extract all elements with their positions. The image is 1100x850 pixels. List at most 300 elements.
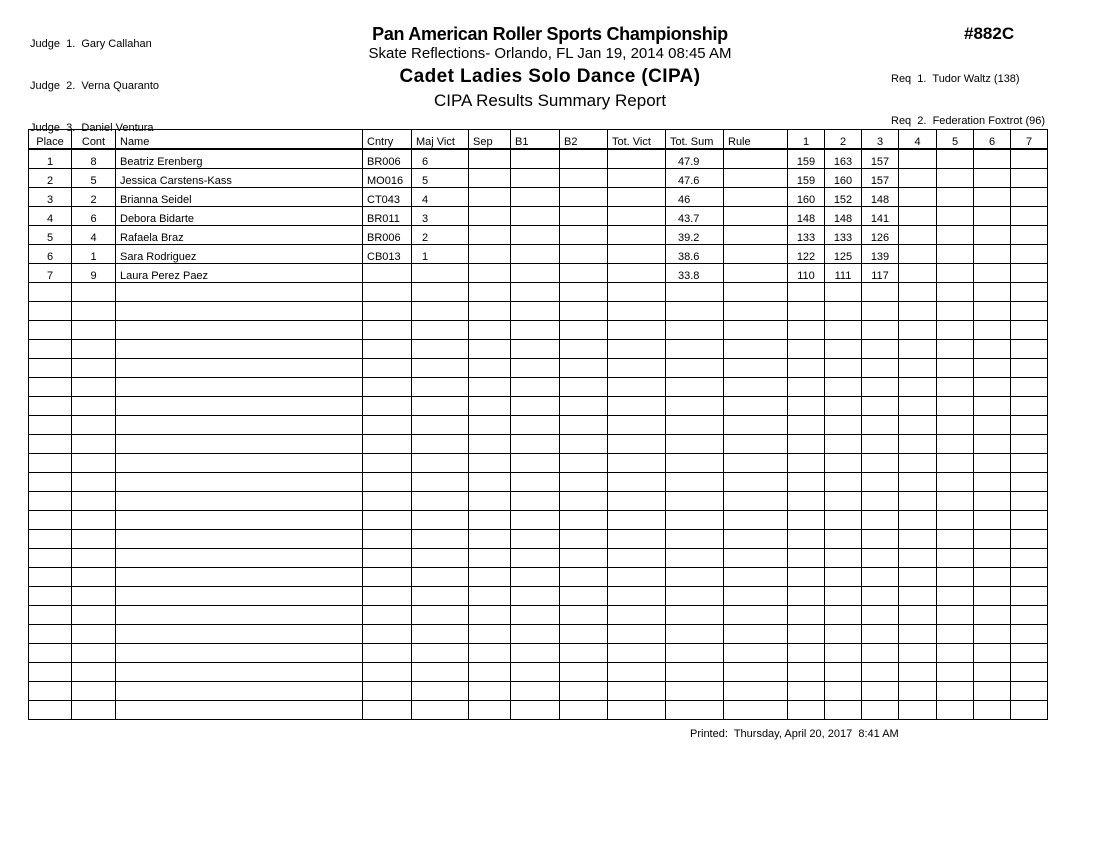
cell-maj-vict: 2	[412, 226, 469, 245]
empty-cell	[72, 378, 116, 397]
empty-cell	[788, 663, 825, 682]
empty-cell	[862, 321, 899, 340]
table-header-row	[29, 130, 1048, 150]
cell-j4	[899, 264, 937, 283]
cell-tot-vict	[608, 226, 666, 245]
column-header-rule: Rule	[724, 130, 788, 150]
cell-maj-vict	[412, 264, 469, 283]
empty-cell	[363, 625, 412, 644]
empty-cell	[862, 663, 899, 682]
empty-cell	[1011, 340, 1048, 359]
empty-cell	[899, 321, 937, 340]
cell-tot-vict	[608, 264, 666, 283]
empty-cell	[29, 397, 72, 416]
empty-cell	[1011, 663, 1048, 682]
empty-cell	[560, 663, 608, 682]
empty-cell	[363, 359, 412, 378]
column-header-sep: Sep	[469, 130, 511, 150]
empty-cell	[937, 473, 974, 492]
empty-cell	[412, 663, 469, 682]
empty-cell	[560, 625, 608, 644]
cell-j1: 122	[788, 245, 825, 264]
results-table	[28, 129, 1048, 720]
empty-cell	[1011, 283, 1048, 302]
empty-cell	[974, 302, 1011, 321]
cell-j1: 160	[788, 188, 825, 207]
empty-cell	[825, 549, 862, 568]
empty-cell	[412, 492, 469, 511]
column-header-7: 7	[1011, 130, 1048, 150]
empty-cell	[29, 644, 72, 663]
cell-sep	[469, 207, 511, 226]
empty-cell	[72, 530, 116, 549]
empty-cell	[72, 568, 116, 587]
required-dance-1: Req 1. Tudor Waltz (138)	[891, 73, 1020, 85]
empty-cell	[937, 568, 974, 587]
empty-cell	[116, 492, 363, 511]
empty-cell	[899, 454, 937, 473]
empty-cell	[788, 568, 825, 587]
empty-cell	[72, 663, 116, 682]
empty-cell	[937, 644, 974, 663]
column-header-maj-vict: Maj Vict	[412, 130, 469, 150]
empty-cell	[608, 511, 666, 530]
empty-cell	[608, 549, 666, 568]
empty-cell	[937, 435, 974, 454]
empty-cell	[788, 625, 825, 644]
cell-rule	[724, 188, 788, 207]
cell-place: 3	[29, 188, 72, 207]
empty-cell	[1011, 378, 1048, 397]
cell-j5	[937, 188, 974, 207]
cell-sep	[469, 264, 511, 283]
cell-tot-vict	[608, 245, 666, 264]
empty-cell	[724, 530, 788, 549]
empty-cell	[788, 530, 825, 549]
empty-cell	[511, 701, 560, 720]
empty-cell	[862, 473, 899, 492]
cell-j3: 141	[862, 207, 899, 226]
empty-cell	[511, 568, 560, 587]
judge-3: Judge 3. Daniel Ventura	[30, 122, 154, 134]
cell-b1	[511, 245, 560, 264]
empty-cell	[469, 302, 511, 321]
empty-cell	[666, 701, 724, 720]
empty-cell	[724, 701, 788, 720]
empty-cell	[899, 682, 937, 701]
cell-maj-vict: 4	[412, 188, 469, 207]
empty-cell	[29, 359, 72, 378]
empty-cell	[116, 682, 363, 701]
empty-table-row	[29, 701, 1048, 720]
empty-cell	[899, 530, 937, 549]
empty-cell	[862, 549, 899, 568]
empty-cell	[899, 606, 937, 625]
empty-cell	[937, 606, 974, 625]
cell-j1: 133	[788, 226, 825, 245]
empty-table-row	[29, 397, 1048, 416]
empty-cell	[560, 606, 608, 625]
empty-cell	[608, 473, 666, 492]
empty-cell	[788, 378, 825, 397]
empty-cell	[825, 606, 862, 625]
empty-cell	[899, 340, 937, 359]
empty-cell	[511, 283, 560, 302]
empty-cell	[724, 283, 788, 302]
empty-table-row	[29, 321, 1048, 340]
empty-cell	[608, 454, 666, 473]
empty-table-row	[29, 511, 1048, 530]
empty-cell	[469, 530, 511, 549]
empty-cell	[412, 644, 469, 663]
empty-cell	[825, 511, 862, 530]
empty-cell	[363, 701, 412, 720]
cell-cntry: CB013	[363, 245, 412, 264]
empty-cell	[974, 682, 1011, 701]
empty-cell	[412, 568, 469, 587]
empty-cell	[825, 625, 862, 644]
empty-cell	[788, 283, 825, 302]
empty-cell	[862, 644, 899, 663]
table-row	[29, 207, 1048, 226]
cell-b1	[511, 149, 560, 169]
empty-cell	[412, 302, 469, 321]
empty-cell	[560, 340, 608, 359]
empty-cell	[412, 625, 469, 644]
cell-name: Beatriz Erenberg	[116, 149, 363, 169]
empty-cell	[825, 663, 862, 682]
table-row	[29, 149, 1048, 169]
empty-cell	[72, 492, 116, 511]
cell-j4	[899, 226, 937, 245]
empty-cell	[899, 397, 937, 416]
empty-cell	[469, 435, 511, 454]
empty-cell	[724, 473, 788, 492]
empty-cell	[116, 359, 363, 378]
cell-j6	[974, 226, 1011, 245]
empty-cell	[29, 435, 72, 454]
empty-cell	[511, 321, 560, 340]
empty-cell	[1011, 454, 1048, 473]
empty-cell	[29, 549, 72, 568]
empty-cell	[788, 682, 825, 701]
empty-cell	[788, 606, 825, 625]
empty-cell	[116, 340, 363, 359]
cell-sep	[469, 226, 511, 245]
empty-cell	[666, 283, 724, 302]
empty-cell	[511, 359, 560, 378]
cell-j1: 148	[788, 207, 825, 226]
cell-j2: 111	[825, 264, 862, 283]
empty-cell	[862, 416, 899, 435]
empty-cell	[974, 606, 1011, 625]
cell-j3: 126	[862, 226, 899, 245]
empty-cell	[116, 663, 363, 682]
empty-cell	[937, 340, 974, 359]
cell-j4	[899, 207, 937, 226]
empty-cell	[899, 359, 937, 378]
empty-cell	[363, 549, 412, 568]
empty-cell	[29, 682, 72, 701]
empty-cell	[116, 568, 363, 587]
empty-cell	[666, 549, 724, 568]
empty-cell	[724, 549, 788, 568]
venue-date-line: Skate Reflections- Orlando, FL Jan 19, 2014 08:45 AM	[368, 45, 732, 62]
column-header-cont: Cont	[72, 130, 116, 150]
cell-j7	[1011, 169, 1048, 188]
cell-j1: 159	[788, 149, 825, 169]
empty-cell	[788, 340, 825, 359]
cell-b2	[560, 207, 608, 226]
empty-cell	[724, 416, 788, 435]
empty-cell	[899, 644, 937, 663]
empty-cell	[825, 568, 862, 587]
required-dances	[891, 44, 1045, 142]
cell-j4	[899, 169, 937, 188]
empty-table-row	[29, 359, 1048, 378]
empty-cell	[469, 378, 511, 397]
empty-cell	[937, 397, 974, 416]
empty-cell	[29, 511, 72, 530]
empty-cell	[29, 606, 72, 625]
empty-cell	[72, 625, 116, 644]
empty-cell	[363, 568, 412, 587]
empty-cell	[937, 663, 974, 682]
cell-name: Sara Rodriguez	[116, 245, 363, 264]
empty-table-row	[29, 492, 1048, 511]
empty-cell	[72, 473, 116, 492]
column-header-6: 6	[974, 130, 1011, 150]
empty-cell	[825, 416, 862, 435]
empty-cell	[825, 644, 862, 663]
cell-j7	[1011, 207, 1048, 226]
empty-cell	[825, 454, 862, 473]
empty-cell	[469, 283, 511, 302]
empty-cell	[469, 682, 511, 701]
empty-cell	[608, 568, 666, 587]
cell-place: 1	[29, 149, 72, 169]
cell-tot-vict	[608, 149, 666, 169]
cell-b2	[560, 149, 608, 169]
empty-cell	[937, 625, 974, 644]
empty-cell	[899, 473, 937, 492]
empty-cell	[363, 492, 412, 511]
column-header-b2: B2	[560, 130, 608, 150]
cell-place: 2	[29, 169, 72, 188]
empty-cell	[608, 302, 666, 321]
empty-cell	[412, 682, 469, 701]
empty-cell	[788, 492, 825, 511]
cell-j6	[974, 245, 1011, 264]
empty-cell	[608, 663, 666, 682]
column-header-b1: B1	[511, 130, 560, 150]
empty-table-row	[29, 663, 1048, 682]
empty-cell	[974, 549, 1011, 568]
empty-cell	[363, 378, 412, 397]
empty-cell	[974, 397, 1011, 416]
cell-j1: 110	[788, 264, 825, 283]
empty-cell	[469, 511, 511, 530]
empty-table-row	[29, 530, 1048, 549]
empty-cell	[412, 549, 469, 568]
cell-maj-vict: 3	[412, 207, 469, 226]
empty-cell	[724, 454, 788, 473]
cell-tot-sum: 39.2	[666, 226, 724, 245]
empty-cell	[937, 359, 974, 378]
empty-cell	[724, 340, 788, 359]
cell-j5	[937, 169, 974, 188]
empty-cell	[363, 644, 412, 663]
cell-tot-sum: 38.6	[666, 245, 724, 264]
empty-cell	[363, 283, 412, 302]
empty-cell	[899, 283, 937, 302]
empty-table-row	[29, 302, 1048, 321]
empty-cell	[412, 378, 469, 397]
empty-cell	[974, 359, 1011, 378]
empty-cell	[412, 473, 469, 492]
empty-cell	[511, 435, 560, 454]
empty-table-row	[29, 454, 1048, 473]
empty-cell	[899, 701, 937, 720]
cell-j3: 157	[862, 169, 899, 188]
empty-cell	[560, 644, 608, 663]
empty-cell	[862, 530, 899, 549]
empty-cell	[412, 606, 469, 625]
empty-cell	[469, 587, 511, 606]
empty-cell	[560, 378, 608, 397]
empty-cell	[29, 568, 72, 587]
empty-cell	[608, 682, 666, 701]
empty-cell	[560, 321, 608, 340]
empty-cell	[511, 397, 560, 416]
cell-place: 5	[29, 226, 72, 245]
empty-cell	[825, 340, 862, 359]
cell-b1	[511, 264, 560, 283]
event-name: Cadet Ladies Solo Dance (CIPA)	[399, 66, 701, 87]
empty-cell	[899, 663, 937, 682]
empty-cell	[412, 397, 469, 416]
cell-cntry: BR006	[363, 226, 412, 245]
empty-cell	[899, 625, 937, 644]
cell-maj-vict: 6	[412, 149, 469, 169]
cell-name: Brianna Seidel	[116, 188, 363, 207]
empty-cell	[608, 416, 666, 435]
table-row	[29, 245, 1048, 264]
empty-cell	[788, 454, 825, 473]
cell-name: Jessica Carstens-Kass	[116, 169, 363, 188]
empty-cell	[1011, 435, 1048, 454]
empty-cell	[72, 587, 116, 606]
empty-cell	[788, 302, 825, 321]
empty-cell	[666, 644, 724, 663]
empty-cell	[29, 701, 72, 720]
empty-cell	[72, 283, 116, 302]
empty-cell	[666, 568, 724, 587]
empty-cell	[511, 549, 560, 568]
empty-cell	[666, 416, 724, 435]
empty-cell	[72, 511, 116, 530]
empty-cell	[116, 549, 363, 568]
empty-cell	[560, 359, 608, 378]
empty-cell	[825, 378, 862, 397]
empty-cell	[788, 511, 825, 530]
column-header-place: Place	[29, 130, 72, 150]
empty-cell	[862, 340, 899, 359]
empty-cell	[116, 302, 363, 321]
cell-j2: 160	[825, 169, 862, 188]
empty-cell	[412, 283, 469, 302]
cell-cntry: BR006	[363, 149, 412, 169]
empty-cell	[116, 397, 363, 416]
empty-table-row	[29, 378, 1048, 397]
empty-cell	[29, 530, 72, 549]
empty-cell	[412, 340, 469, 359]
column-header-5: 5	[937, 130, 974, 150]
required-dance-2: Req 2. Federation Foxtrot (96)	[891, 115, 1046, 127]
empty-cell	[666, 302, 724, 321]
empty-cell	[560, 568, 608, 587]
empty-cell	[72, 340, 116, 359]
empty-cell	[511, 454, 560, 473]
empty-cell	[412, 359, 469, 378]
empty-cell	[469, 644, 511, 663]
empty-cell	[560, 435, 608, 454]
empty-cell	[862, 701, 899, 720]
table-row	[29, 188, 1048, 207]
empty-cell	[1011, 701, 1048, 720]
empty-cell	[862, 283, 899, 302]
empty-cell	[937, 321, 974, 340]
empty-cell	[788, 359, 825, 378]
empty-cell	[116, 416, 363, 435]
empty-cell	[1011, 587, 1048, 606]
empty-cell	[116, 625, 363, 644]
empty-cell	[825, 530, 862, 549]
judge-2: Judge 2. Verna Quaranto	[30, 80, 160, 92]
empty-cell	[666, 511, 724, 530]
empty-cell	[862, 435, 899, 454]
empty-cell	[469, 340, 511, 359]
empty-cell	[363, 587, 412, 606]
empty-table-row	[29, 283, 1048, 302]
empty-cell	[412, 454, 469, 473]
empty-cell	[666, 663, 724, 682]
empty-cell	[974, 511, 1011, 530]
cell-sep	[469, 245, 511, 264]
empty-cell	[469, 625, 511, 644]
empty-cell	[724, 568, 788, 587]
empty-cell	[862, 511, 899, 530]
empty-cell	[511, 302, 560, 321]
cell-tot-sum: 46	[666, 188, 724, 207]
cell-sep	[469, 149, 511, 169]
empty-cell	[862, 397, 899, 416]
empty-cell	[724, 682, 788, 701]
empty-cell	[469, 416, 511, 435]
empty-cell	[116, 701, 363, 720]
empty-cell	[788, 397, 825, 416]
empty-cell	[724, 359, 788, 378]
empty-cell	[469, 549, 511, 568]
empty-cell	[724, 397, 788, 416]
empty-cell	[560, 587, 608, 606]
empty-cell	[974, 283, 1011, 302]
empty-cell	[511, 625, 560, 644]
column-header-cntry: Cntry	[363, 130, 412, 150]
empty-cell	[469, 454, 511, 473]
empty-cell	[862, 682, 899, 701]
cell-cont: 9	[72, 264, 116, 283]
